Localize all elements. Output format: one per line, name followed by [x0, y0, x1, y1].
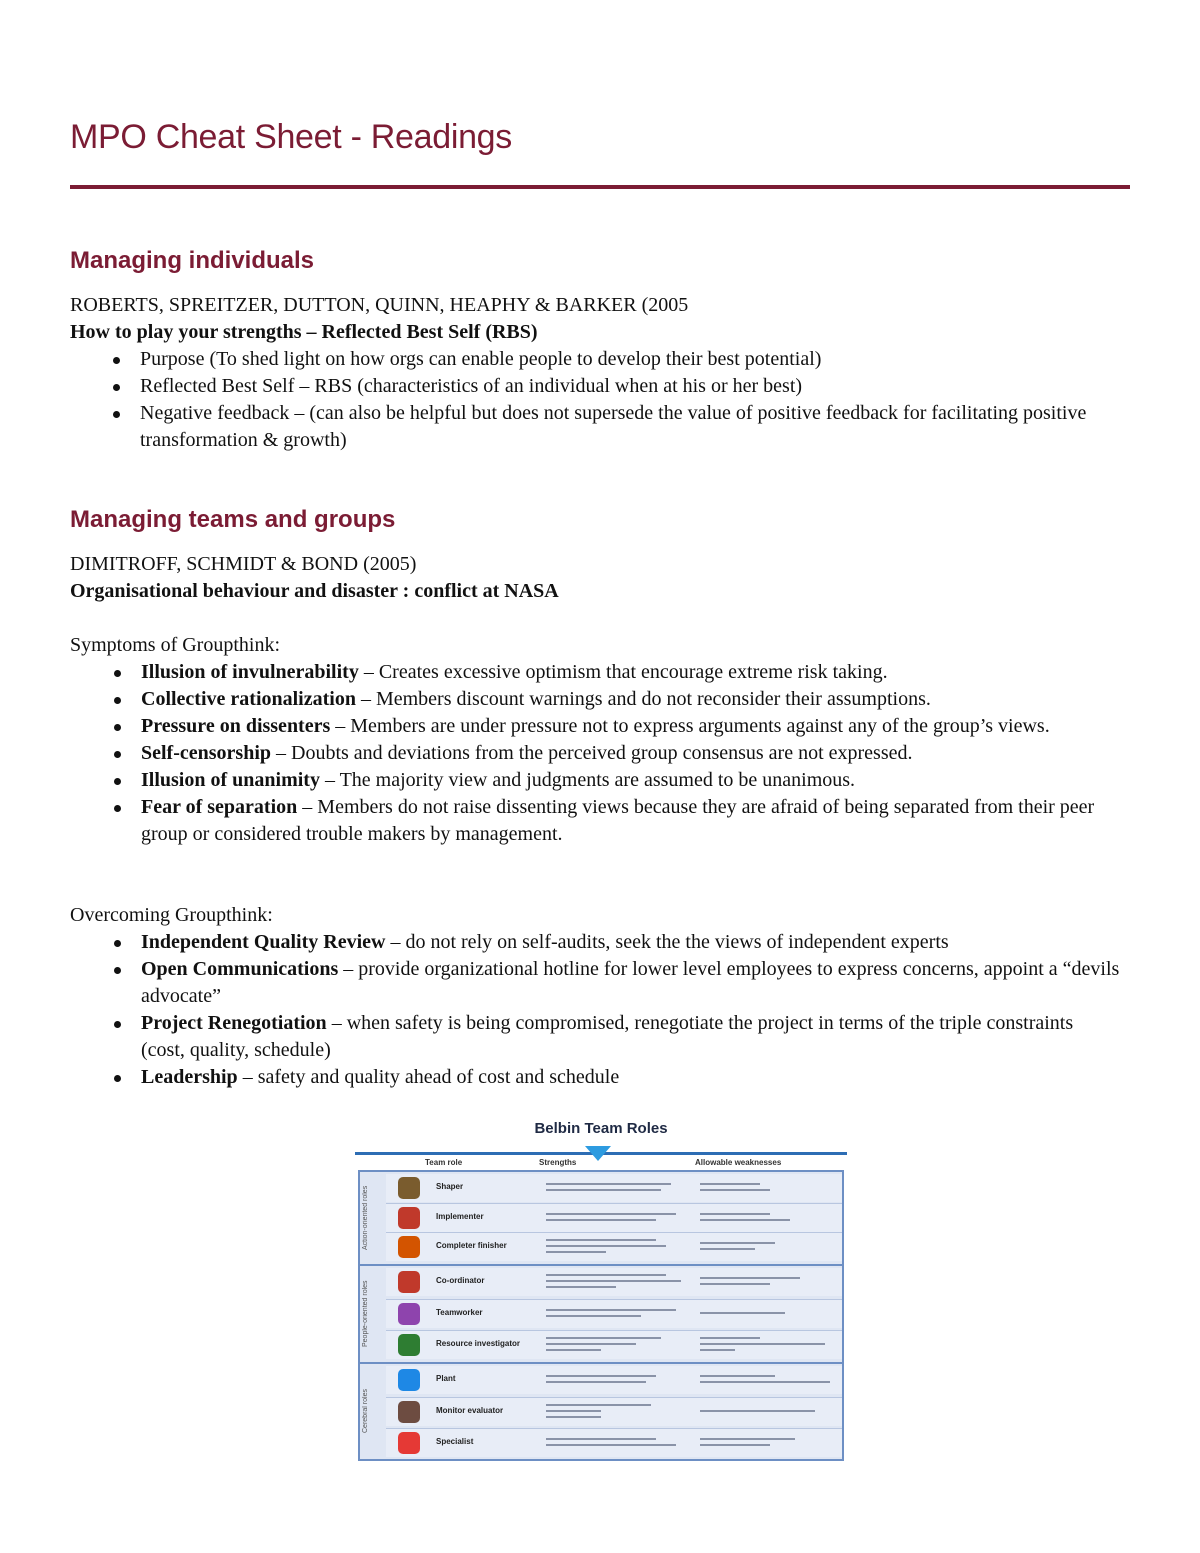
strength-text: [546, 1213, 676, 1215]
strength-text: [546, 1189, 661, 1191]
weakness-text: [700, 1189, 770, 1191]
list-item: Open Communications – provide organizational hotline for lower level employees to express concerns, appoint a “devils advocate”: [70, 956, 1130, 1010]
strength-text: [546, 1219, 656, 1221]
strength-text: [546, 1183, 671, 1185]
weakness-text: [700, 1277, 800, 1279]
list-item: Leadership – safety and quality ahead of cost and schedule: [70, 1064, 1130, 1091]
figure-title: Belbin Team Roles: [534, 1120, 668, 1137]
strength-text: [546, 1309, 676, 1311]
section2-authors: DIMITROFF, SCHMIDT & BOND (2005): [70, 553, 417, 575]
group-label: Cerebral roles: [362, 1389, 369, 1433]
section2-heading: Managing teams and groups: [70, 506, 396, 533]
weakness-text: [700, 1219, 790, 1221]
weakness-text: [700, 1381, 830, 1383]
bullet-icon: [114, 1075, 121, 1082]
strength-text: [546, 1381, 646, 1383]
list-item: Illusion of unanimity – The majority view and judgments are assumed to be unanimous.: [70, 767, 1130, 794]
bullet-icon: [114, 670, 121, 677]
overcoming-label: Overcoming Groupthink:: [70, 904, 273, 926]
bullet-icon: [114, 778, 121, 785]
column-header-role: Team role: [425, 1158, 463, 1167]
section1-heading: Managing individuals: [70, 247, 315, 274]
group-label: Action-oriented roles: [362, 1185, 369, 1251]
role-name: Teamworker: [436, 1308, 483, 1317]
role-name: Shaper: [436, 1182, 464, 1191]
strength-text: [546, 1274, 666, 1276]
table-row: [386, 1330, 842, 1359]
bullet-icon: [114, 1021, 121, 1028]
weakness-text: [700, 1242, 775, 1244]
bullet-icon: [114, 751, 121, 758]
section1-authors: ROBERTS, SPREITZER, DUTTON, QUINN, HEAPHY & BARKER (2005: [70, 294, 689, 316]
specialist-icon: [398, 1432, 420, 1454]
symptoms-label: Symptoms of Groupthink:: [70, 634, 281, 656]
list-item: Fear of separation – Members do not raise dissenting views because they are afraid of being separated from their peer group or considered trouble makers by management.: [70, 794, 1130, 848]
weakness-text: [700, 1248, 755, 1250]
strength-text: [546, 1286, 616, 1288]
teamworker-icon: [398, 1303, 420, 1325]
bullet-icon: [113, 384, 120, 391]
strength-text: [546, 1404, 651, 1406]
strength-text: [546, 1315, 641, 1317]
weakness-text: [700, 1213, 770, 1215]
bullet-icon: [113, 411, 120, 418]
list-item: Pressure on dissenters – Members are under pressure not to express arguments against any of the group’s views.: [70, 713, 1130, 740]
weakness-text: [700, 1343, 825, 1345]
list-item: Illusion of invulnerability – Creates excessive optimism that encourage extreme risk taking.: [70, 659, 1130, 686]
role-name: Completer finisher: [436, 1241, 507, 1250]
role-group: [360, 1266, 842, 1364]
page-title: MPO Cheat Sheet - Readings: [70, 118, 512, 156]
column-header-weaknesses: Allowable weaknesses: [695, 1158, 782, 1167]
bullet-icon: [114, 697, 121, 704]
role-name: Implementer: [436, 1212, 484, 1221]
section2-subtitle: Organisational behaviour and disaster : conflict at NASA: [70, 580, 559, 602]
list-item: Purpose (To shed light on how orgs can enable people to develop their best potential): [70, 346, 1130, 373]
strength-text: [546, 1438, 656, 1440]
strength-text: [546, 1349, 601, 1351]
list-item: Collective rationalization – Members discount warnings and do not reconsider their assumptions.: [70, 686, 1130, 713]
bullet-icon: [114, 967, 121, 974]
resource-investigator-icon: [398, 1334, 420, 1356]
monitor-evaluator-icon: [398, 1401, 420, 1423]
shaper-icon: [398, 1177, 420, 1199]
table-row: [386, 1428, 842, 1457]
coordinator-icon: [398, 1271, 420, 1293]
list-item: Negative feedback – (can also be helpful but does not supersede the value of positive feedback for facilitating positive transformation & growth): [70, 400, 1130, 454]
role-group: [360, 1364, 842, 1459]
table-row: [386, 1232, 842, 1261]
role-name: Plant: [436, 1374, 456, 1383]
strength-text: [546, 1416, 601, 1418]
weakness-text: [700, 1444, 770, 1446]
role-group: [360, 1172, 842, 1266]
implementer-icon: [398, 1207, 420, 1229]
strength-text: [546, 1337, 661, 1339]
bullet-icon: [114, 724, 121, 731]
group-label: People-oriented roles: [362, 1280, 369, 1348]
weakness-text: [700, 1312, 785, 1314]
list-item: Project Renegotiation – when safety is being compromised, renegotiate the project in terms of the triple constraints (cost, quality, schedule): [70, 1010, 1130, 1064]
strength-text: [546, 1251, 606, 1253]
strength-text: [546, 1280, 681, 1282]
table-row: [386, 1174, 842, 1202]
list-item: Reflected Best Self – RBS (characteristics of an individual when at his or her best): [70, 373, 1130, 400]
table-row: [386, 1397, 842, 1426]
overcoming-list: [70, 929, 1130, 1091]
strength-text: [546, 1444, 676, 1446]
belbin-figure: [355, 1118, 847, 1458]
bullet-icon: [114, 805, 121, 812]
strength-text: [546, 1410, 601, 1412]
section1-bullets: [70, 346, 1130, 454]
bullet-icon: [113, 357, 120, 364]
strength-text: [546, 1343, 636, 1345]
strength-text: [546, 1239, 656, 1241]
list-item: Self-censorship – Doubts and deviations from the perceived group consensus are not expressed.: [70, 740, 1130, 767]
bullet-icon: [114, 940, 121, 947]
section1-subtitle: How to play your strengths – Reflected Best Self (RBS): [70, 321, 538, 343]
arrow-down-icon: [585, 1146, 611, 1161]
weakness-text: [700, 1410, 815, 1412]
role-name: Specialist: [436, 1437, 474, 1446]
weakness-text: [700, 1349, 735, 1351]
role-name: Resource investigator: [436, 1339, 521, 1348]
role-name: Monitor evaluator: [436, 1406, 504, 1415]
strength-text: [546, 1245, 666, 1247]
belbin-table: [358, 1170, 844, 1461]
weakness-text: [700, 1183, 760, 1185]
title-divider: [70, 185, 1130, 189]
table-row: [386, 1299, 842, 1328]
weakness-text: [700, 1337, 760, 1339]
plant-icon: [398, 1369, 420, 1391]
role-name: Co-ordinator: [436, 1276, 485, 1285]
completer-finisher-icon: [398, 1236, 420, 1258]
table-row: [386, 1366, 842, 1394]
table-row: [386, 1268, 842, 1296]
weakness-text: [700, 1375, 775, 1377]
symptoms-list: [70, 659, 1130, 848]
column-header-strengths: Strengths: [539, 1158, 577, 1167]
table-row: [386, 1203, 842, 1232]
weakness-text: [700, 1283, 770, 1285]
strength-text: [546, 1375, 656, 1377]
weakness-text: [700, 1438, 795, 1440]
list-item: Independent Quality Review – do not rely on self-audits, seek the the views of independent experts: [70, 929, 1130, 956]
